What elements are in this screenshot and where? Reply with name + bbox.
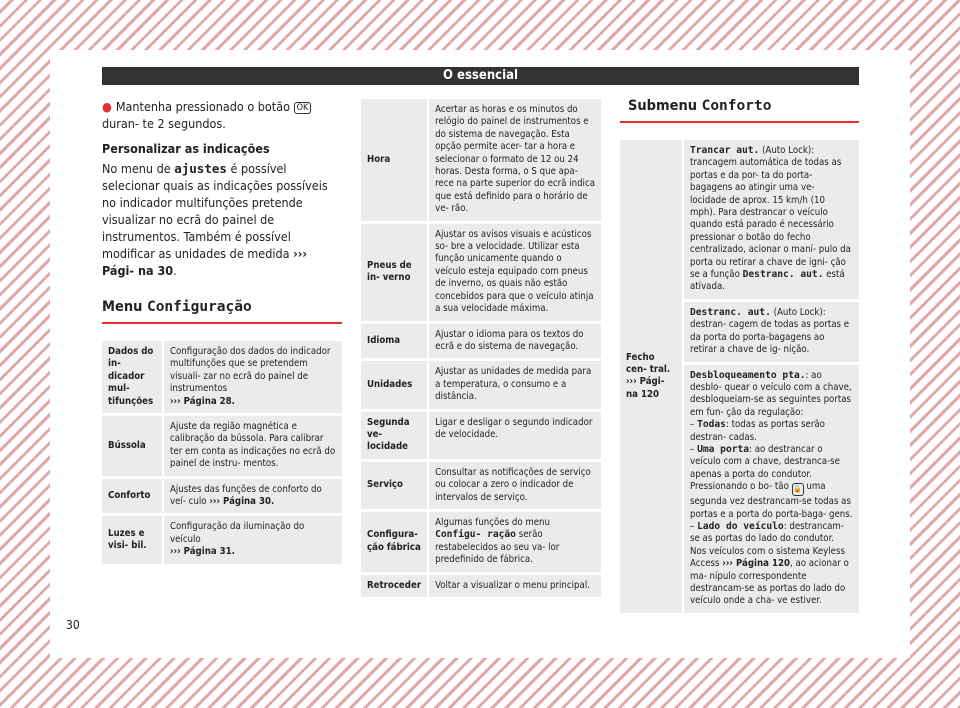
menu-table xyxy=(102,338,342,567)
menu-table-continued xyxy=(361,96,601,600)
step-instruction: ● Mantenha pressionado o botão OK duran- te 2 segundos. xyxy=(102,98,342,132)
page-reference-link[interactable]: ››› Pági- na 30 xyxy=(102,246,307,278)
table-row: Destranc. aut. (Auto Lock): destran- cagem de todas as portas e da porta do porta-bagagens ao retirar a chave de ig- nição. xyxy=(620,302,859,362)
table-row: Idioma Ajustar o idioma para os textos do ecrã e do sistema de navegação. xyxy=(361,324,601,359)
table-row: Desbloqueamento pta.: ao desblo- quear o veículo com a chave, desbloqueiam-se as seguintes portas em fun- ção da regulação: – Todas: todas as portas serão destran- cadas. – Uma porta: ao destrancar o veículo com a chave, destranca-se apenas a porta do condutor. Pressionando o bo- tão 🔓 uma segunda vez destrancam-se todas as portas e a porta do porta-baga- gens. – Lado do veículo: destrancam-se as portas do lado do condutor. Nos veículos com o sistema Keyless Access ››› Página 120, ao acionar o ma- nípulo correspondente destrancam-se as portas do lado do veículo onde a cha- ve estiver. xyxy=(620,365,859,613)
page-reference-link[interactable]: ››› Página 28. xyxy=(170,395,235,407)
table-row: Fecho cen- tral. ››› Pági- na 120 Trancar aut. (Auto Lock): trancagem automática de todas as portas e da por- ta do porta-bagagens ao atingir uma ve- locidade de aprox. 15 km/h (10 mph). Para destrancar o veículo quando está parado é necessário pressionar o botão do fecho centralizado, acionar o maní- pulo da porta ou retirar a chave de igni- ção se a função Destranc. aut. está ativada. xyxy=(620,140,859,299)
table-row: Serviço Consultar as notificações de serviço ou colocar a zero o indicador de intervalos de serviço. xyxy=(361,462,601,509)
page-reference-link[interactable]: ››› Página 120 xyxy=(722,558,790,570)
submenu-table xyxy=(620,137,859,616)
bullet-icon: ● xyxy=(102,99,112,114)
unlock-key-icon: 🔓 xyxy=(792,483,804,496)
table-row: Pneus de in- verno Ajustar os avisos visuais e acústicos so- bre a velocidade. Utilizar esta função unicamente quando o veículo esteja equipado com pneus de inverno, os quais não estão concebidos para que o veículo atinja a sua velocidade máxima. xyxy=(361,224,601,321)
right-column xyxy=(620,98,859,616)
table-row: Hora Acertar as horas e os minutos do relógio do painel de instrumentos e do sistema de navegação. Esta opção permite acer- tar a hora e selecionar o formato de 12 ou 24 horas. Desta forma, o S que apa- rece na parte superior do ecrã indica que está definido para o horário de ve- rão. xyxy=(361,99,601,221)
table-row: Bússola Ajuste da região magnética e calibração da bússola. Para calibrar ter em conta as indicações no ecrã do painel de instru- mentos. xyxy=(102,416,342,476)
table-row: Retroceder Voltar a visualizar o menu principal. xyxy=(361,575,601,597)
table-row: Dados do in- dicador mul- tifunções Configuração dos dados do indicador multifunções que se pretendem visuali- zar no ecrã do painel de instrumentos ››› Página 28. xyxy=(102,341,342,413)
intro-paragraph: No menu de ajustes é possível selecionar quais as indicações possíveis no indicador multifunções pretende visualizar no ecrã do painel de instrumentos. Também é possível modificar as unidades de medida ››› Pági- na 30. xyxy=(102,161,328,278)
table-row: Unidades Ajustar as unidades de medida para a temperatura, o consumo e a distância. xyxy=(361,361,601,408)
table-row: Luzes e visi- bil. Configuração da iluminação do veículo ››› Página 31. xyxy=(102,516,342,563)
page-reference-link[interactable]: ››› Página 30. xyxy=(209,496,275,508)
menu-heading: Menu Configuração xyxy=(102,299,342,324)
table-row: Conforto Ajustes das funções de conforto do veí- culo ››› Página 30. xyxy=(102,479,342,514)
table-row: Segunda ve- locidade Ligar e desligar o segundo indicador de velocidade. xyxy=(361,412,601,459)
table-row: Configura- ção fábrica Algumas funções do menu Configu- ração serão restabelecidos ao seu va- lor predefinido de fábrica. xyxy=(361,512,601,572)
ok-key-icon: OK xyxy=(294,102,312,114)
page-reference-link[interactable]: ››› Pági- na 120 xyxy=(626,376,665,400)
middle-column xyxy=(361,96,601,600)
sub-heading: Personalizar as indicações xyxy=(102,141,270,156)
page-number: 30 xyxy=(66,618,80,632)
chapter-header: O essencial xyxy=(102,67,859,85)
left-column xyxy=(102,98,342,567)
page-reference-link[interactable]: ››› Página 31. xyxy=(170,546,235,558)
submenu-heading: Submenu Conforto xyxy=(620,98,859,123)
